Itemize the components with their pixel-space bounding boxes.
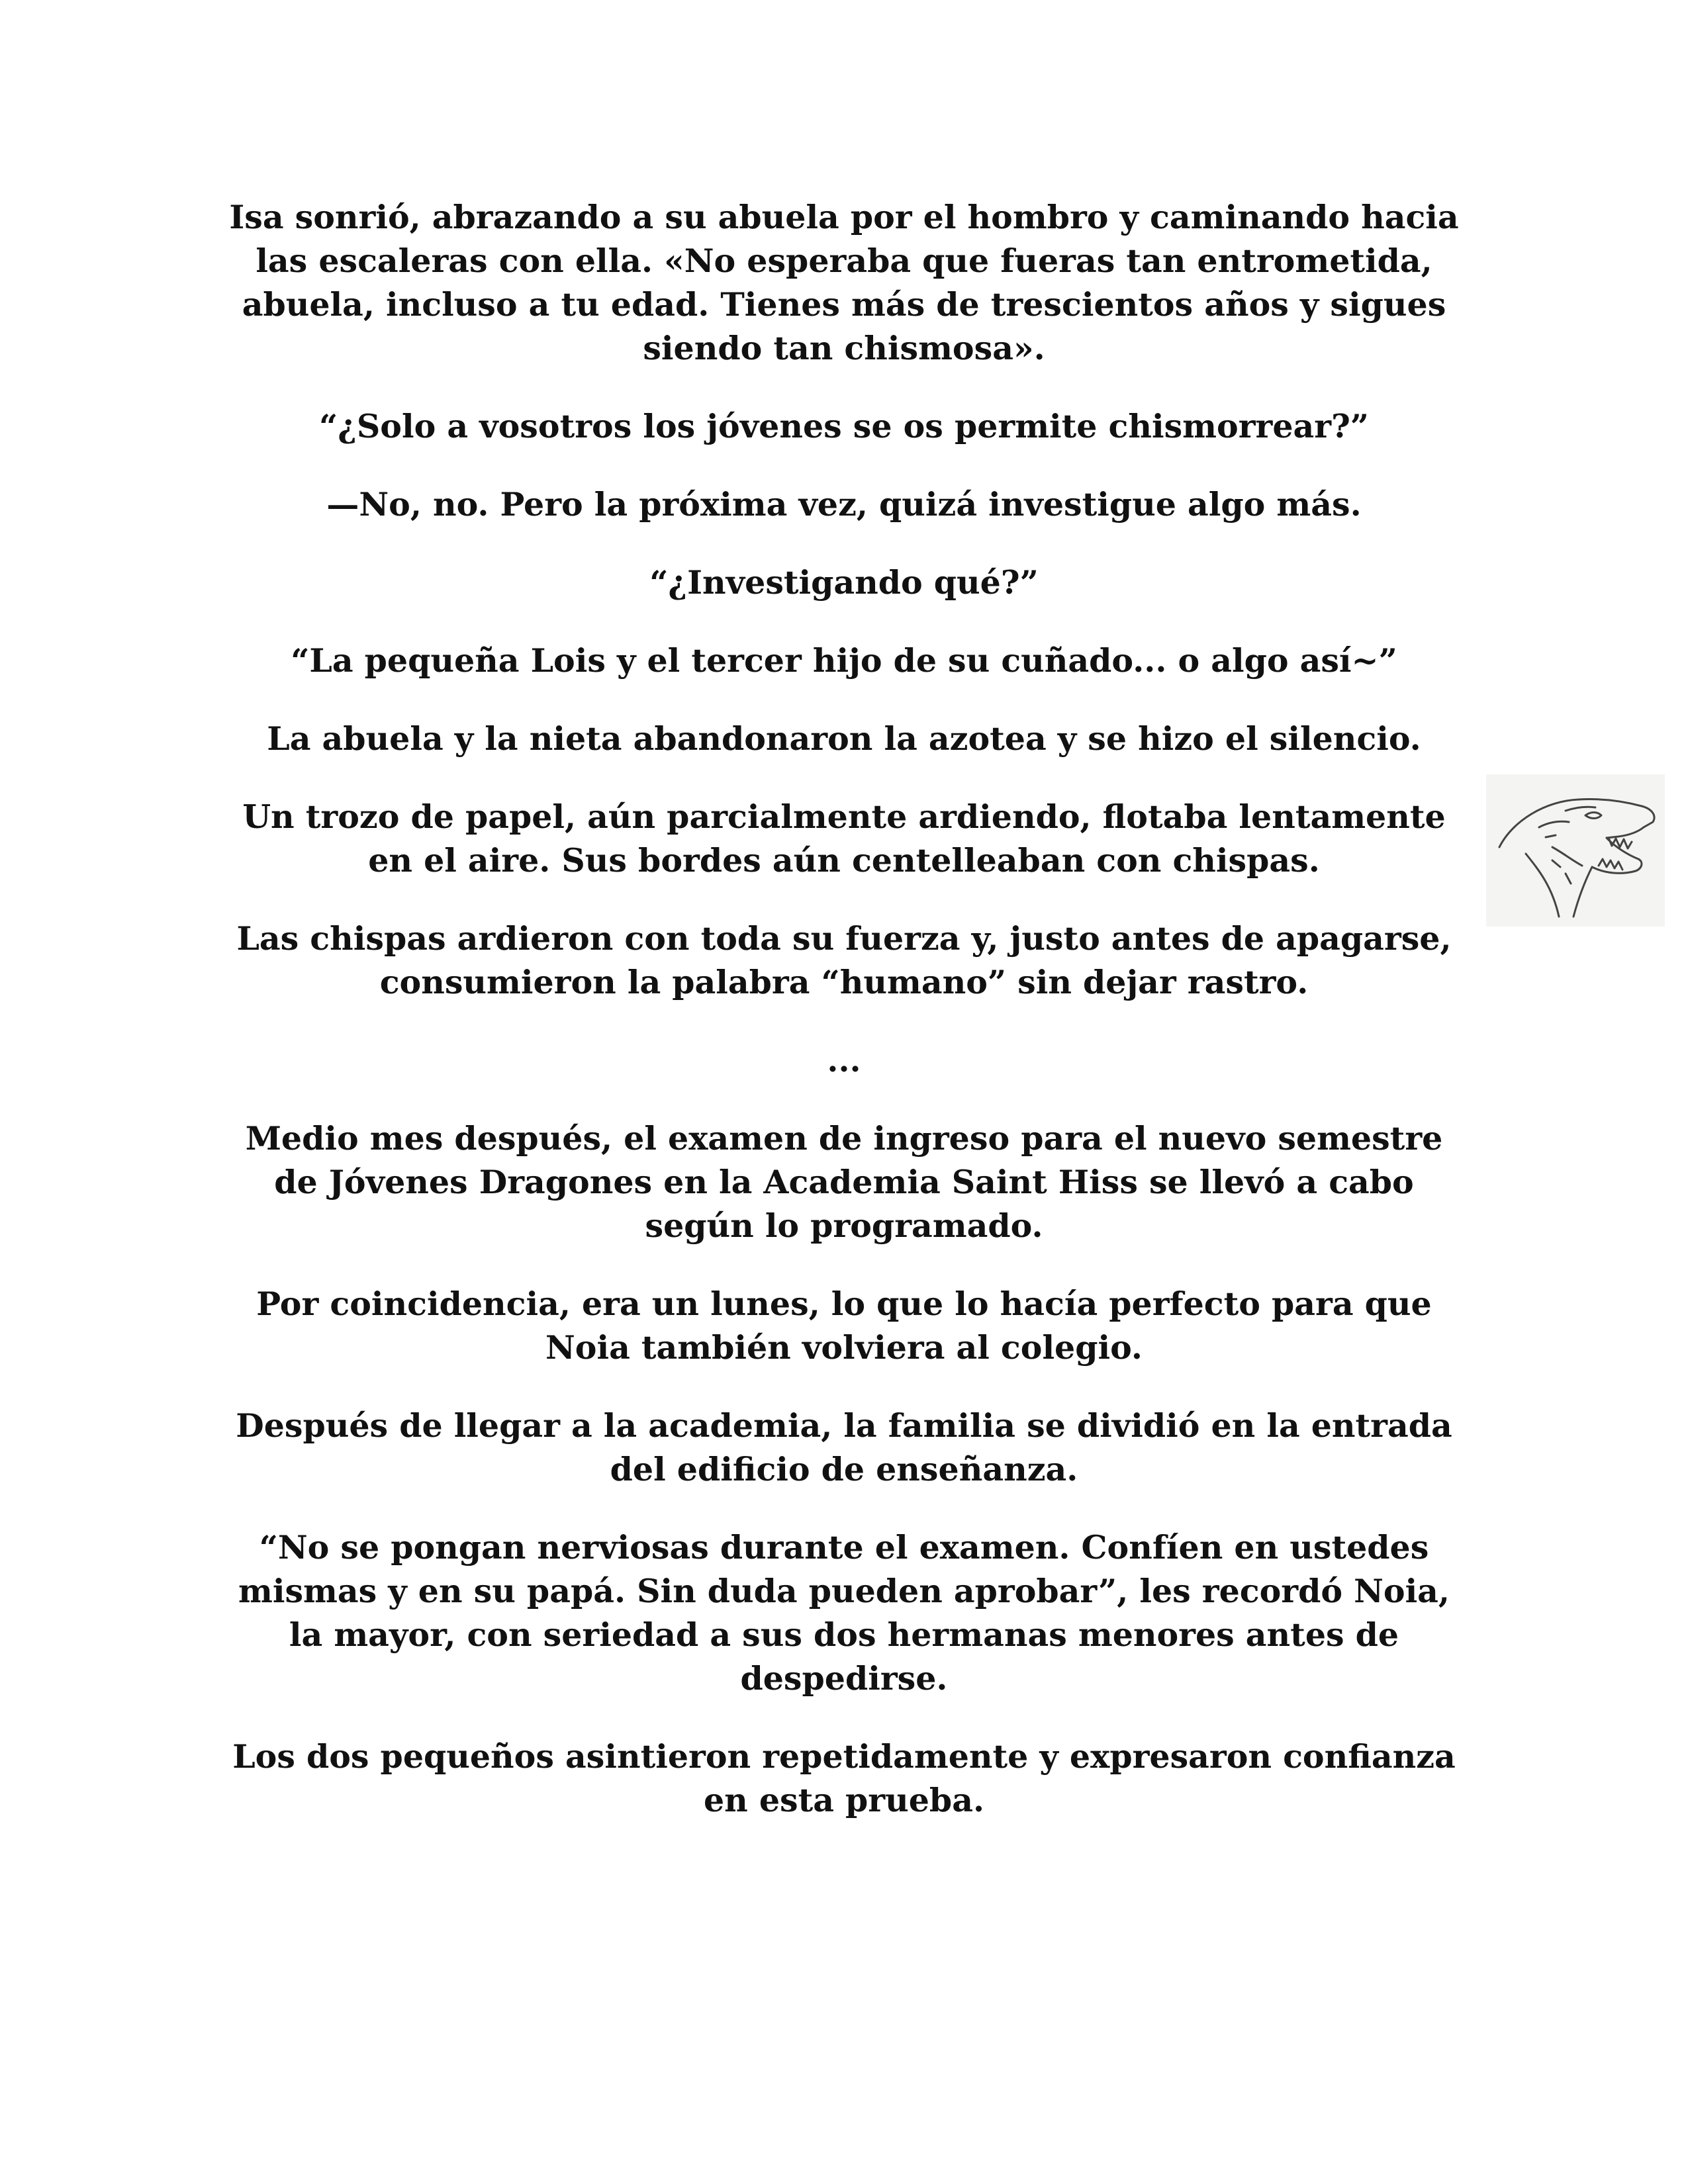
paragraph-burning-paper: Un trozo de papel, aún parcialmente ardiendo, flotaba lentamente en el aire. Sus bordes aún centelleaban con chispas. [242, 797, 1446, 880]
paragraph-entrance-exam: Medio mes después, el examen de ingreso para el nuevo semestre de Jóvenes Dragones en la Academia Saint Hiss se llevó a cabo según lo programado. [245, 1119, 1443, 1245]
paragraph-noia-advice: “No se pongan nerviosas durante el examen. Confíen en ustedes mismas y en su papá. Sin duda pueden aprobar”, les recordó Noia, la mayor, con seriedad a sus dos hermanas menores antes de despedirse. [238, 1528, 1450, 1698]
paragraph-investigating-what: “¿Investigando qué?” [649, 563, 1039, 602]
paragraph-investigate: —No, no. Pero la próxima vez, quizá investigue algo más. [326, 485, 1362, 523]
story-text [218, 195, 1470, 1856]
scene-break: ... [827, 1041, 861, 1079]
paragraph-little-lois: “La pequeña Lois y el tercer hijo de su cuñado... o algo así~” [291, 641, 1397, 680]
paragraph-gossip-question: “¿Solo a vosotros los jóvenes se os permite chismorrear?” [319, 407, 1369, 445]
paragraph-leave-rooftop: La abuela y la nieta abandonaron la azotea y se hizo el silencio. [267, 719, 1421, 758]
paragraph-family-splits: Después de llegar a la academia, la familia se dividió en la entrada del edificio de enseñanza. [236, 1406, 1452, 1488]
paragraph-sparks: Las chispas ardieron con toda su fuerza y, justo antes de apagarse, consumieron la palabra “humano” sin dejar rastro. [236, 919, 1452, 1001]
paragraph-little-ones-nod: Los dos pequeños asintieron repetidamente y expresaron confianza en esta prueba. [232, 1737, 1456, 1819]
paragraph-monday: Por coincidencia, era un lunes, lo que lo hacía perfecto para que Noia también volviera al colegio. [256, 1285, 1432, 1367]
paragraph-isa-smiles: Isa sonrió, abrazando a su abuela por el hombro y caminando hacia las escaleras con ella. «No esperaba que fueras tan entrometida, abuela, incluso a tu edad. Tienes más de trescientos años y sigues siendo tan chismosa». [229, 198, 1459, 367]
dinosaur-head-sketch-icon [1486, 774, 1665, 927]
